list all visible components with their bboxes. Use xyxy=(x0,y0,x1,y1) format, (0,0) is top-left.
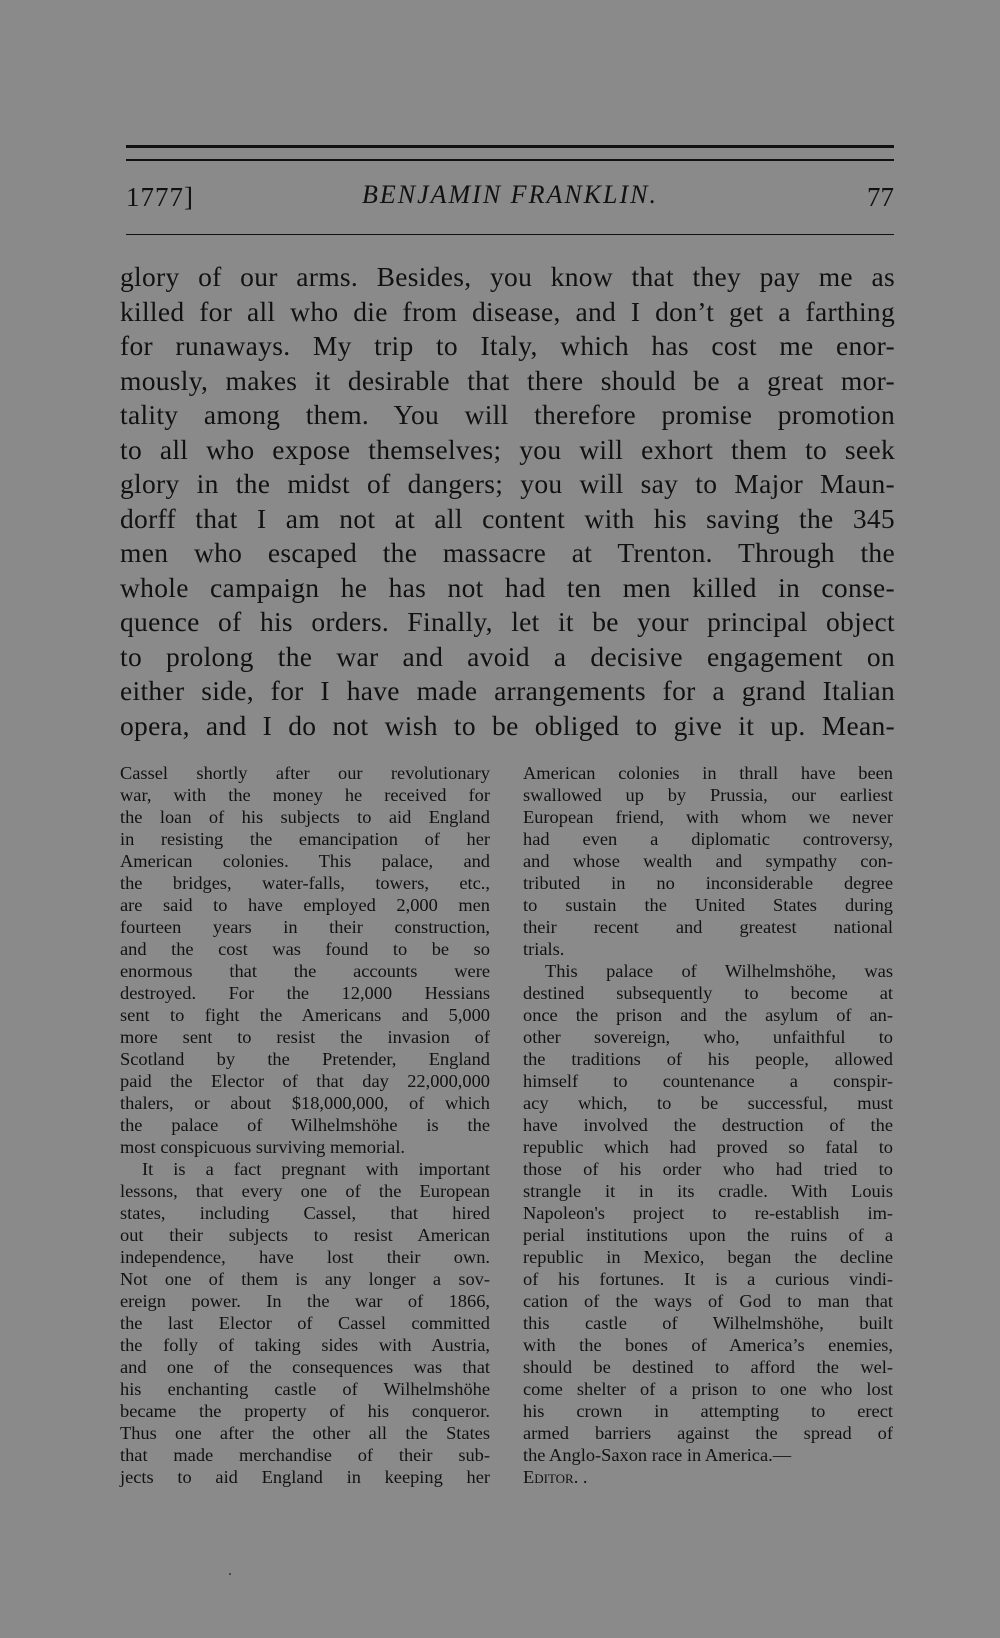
footnote-right-column xyxy=(523,762,893,1488)
footnote-line: fourteen years in their construction, xyxy=(120,917,490,937)
footnote-line: their recent and greatest national xyxy=(523,917,893,937)
footnote-line: the bridges, water-falls, towers, etc., xyxy=(120,873,490,893)
footnote-line: and whose wealth and sympathy con- xyxy=(523,851,893,871)
footnote-line: republic in Mexico, began the decline xyxy=(523,1247,893,1267)
footnote-line: that made merchandise of their sub- xyxy=(120,1445,490,1465)
footnote-line: perial institutions upon the ruins of a xyxy=(523,1225,893,1245)
footnote-line: had even a diplomatic controversy, xyxy=(523,829,893,849)
footnote-line: most conspicuous surviving memorial. xyxy=(120,1137,406,1157)
footnote-line: swallowed up by Prussia, our earliest xyxy=(523,785,893,805)
footnote-line: those of his order who had tried to xyxy=(523,1159,893,1179)
main-text-line: for runaways. My trip to Italy, which has cost me enor- xyxy=(120,330,895,361)
header-rule-bottom xyxy=(126,234,894,235)
footnote-left-column xyxy=(120,762,490,1488)
main-text-line: killed for all who die from disease, and I don’t get a farthing xyxy=(120,295,895,327)
footnote-line: himself to countenance a conspir- xyxy=(523,1071,893,1091)
footnote-line: became the property of his conqueror. xyxy=(120,1401,490,1421)
footnote-line: of his fortunes. It is a curious vindi- xyxy=(523,1269,893,1289)
footnote-signature: Editor. . xyxy=(523,1467,588,1487)
main-text-line: men who escaped the massacre at Trenton. Through the xyxy=(120,537,895,568)
main-text-line: to prolong the war and avoid a decisive engagement on xyxy=(120,640,895,672)
main-text-line: either side, for I have made arrangements for a grand Italian xyxy=(120,675,895,706)
footnote-line: Napoleon's project to re-establish im- xyxy=(523,1203,893,1223)
footnote-line: sent to fight the Americans and 5,000 xyxy=(120,1005,490,1025)
main-text-line: opera, and I do not wish to be obliged to give it up. Mean- xyxy=(120,709,895,741)
footnote-line: Scotland by the Pretender, England xyxy=(120,1049,490,1069)
footnote-line: have involved the destruction of the xyxy=(523,1115,893,1135)
running-head-title: BENJAMIN FRANKLIN. xyxy=(362,180,658,209)
running-head-year: 1777] xyxy=(126,182,194,212)
page-number: 77 xyxy=(867,182,894,212)
footnote-line: should be destined to afford the wel- xyxy=(523,1357,893,1377)
header-rule-second xyxy=(126,159,894,161)
footnote-line: Cassel shortly after our revolutionary xyxy=(120,763,490,783)
footnote-line: enormous that the accounts were xyxy=(120,961,490,981)
footnote-line: come shelter of a prison to one who lost xyxy=(523,1379,893,1399)
footnote-line: destined subsequently to become at xyxy=(523,983,893,1003)
footnote-line: trials. xyxy=(523,939,565,959)
main-text-line: tality among them. You will therefore promise promotion xyxy=(120,399,895,430)
footnote-line: ereign power. In the war of 1866, xyxy=(120,1291,490,1311)
footnote-line: acy which, to be successful, must xyxy=(523,1093,893,1113)
main-text-line: quence of his orders. Finally, let it be your principal object xyxy=(120,606,895,637)
footnote-line: and one of the consequences was that xyxy=(120,1357,490,1377)
footnote-line: out their subjects to resist American xyxy=(120,1225,490,1245)
footnote-line: his crown in attempting to erect xyxy=(523,1401,893,1421)
footnote-line: in resisting the emancipation of her xyxy=(120,829,490,849)
footnote-line: the palace of Wilhelmshöhe is the xyxy=(120,1115,490,1135)
main-text-line: dorff that I am not at all content with his saving the 345 xyxy=(120,502,895,534)
footnote-line: paid the Elector of that day 22,000,000 xyxy=(120,1071,490,1091)
footnote-line: the traditions of his people, allowed xyxy=(523,1049,893,1069)
footnote-line: war, with the money he received for xyxy=(120,785,490,805)
main-text-line: glory of our arms. Besides, you know that they pay me as xyxy=(120,261,895,292)
footnote-line: Not one of them is any longer a sov- xyxy=(120,1269,490,1289)
footnote-line: with the bones of America’s enemies, xyxy=(523,1335,893,1355)
footnote-line: this castle of Wilhelmshöhe, built xyxy=(523,1313,893,1333)
footnote-line: destroyed. For the 12,000 Hessians xyxy=(120,983,490,1003)
footnote-line: once the prison and the asylum of an- xyxy=(523,1005,893,1025)
main-text-line: glory in the midst of dangers; you will say to Major Maun- xyxy=(120,468,895,499)
footnote-line: to sustain the United States during xyxy=(523,895,893,915)
footnote-line: and the cost was found to be so xyxy=(120,939,490,959)
footnote-line: republic which had proved so fatal to xyxy=(523,1137,893,1157)
main-text-line: mously, makes it desirable that there should be a great mor- xyxy=(120,364,895,396)
footnote-line: Thus one after the other all the States xyxy=(120,1423,490,1443)
footnote-line: lessons, that every one of the European xyxy=(120,1181,490,1201)
header-rule-top xyxy=(126,145,894,148)
running-head xyxy=(126,182,894,222)
footnote-line: jects to aid England in keeping her xyxy=(120,1467,490,1487)
footnote-line: American colonies. This palace, and xyxy=(120,851,490,871)
footnote-line: armed barriers against the spread of xyxy=(523,1423,893,1443)
footnote-line: the folly of taking sides with Austria, xyxy=(120,1335,490,1355)
footnote-line: states, including Cassel, that hired xyxy=(120,1203,490,1223)
footnote-line: his enchanting castle of Wilhelmshöhe xyxy=(120,1379,490,1399)
main-text-line: whole campaign he has not had ten men killed in conse- xyxy=(120,571,895,603)
footnote-line: American colonies in thrall have been xyxy=(523,763,893,783)
footnote-line: are said to have employed 2,000 men xyxy=(120,895,490,915)
footnote-line: European friend, with whom we never xyxy=(523,807,893,827)
footnote-line: more sent to resist the invasion of xyxy=(120,1027,490,1047)
footnote-line: tributed in no inconsiderable degree xyxy=(523,873,893,893)
footnote-line: the Anglo-Saxon race in America.— xyxy=(523,1445,792,1465)
footnote-line: cation of the ways of God to man that xyxy=(523,1291,893,1311)
footnote-line: This palace of Wilhelmshöhe, was xyxy=(545,961,893,981)
footnote-line: the loan of his subjects to aid England xyxy=(120,807,490,827)
page-speck xyxy=(229,1573,231,1575)
footnote-line: thalers, or about $18,000,000, of which xyxy=(120,1093,490,1113)
footnote-line: strangle it in its cradle. With Louis xyxy=(523,1181,893,1201)
footnote-line: other sovereign, who, unfaithful to xyxy=(523,1027,893,1047)
footnote-line: It is a fact pregnant with important xyxy=(142,1159,490,1179)
main-text xyxy=(120,260,895,743)
footnote-line: the last Elector of Cassel committed xyxy=(120,1313,490,1333)
main-text-line: to all who expose themselves; you will exhort them to seek xyxy=(120,433,895,465)
footnote-line: independence, have lost their own. xyxy=(120,1247,490,1267)
